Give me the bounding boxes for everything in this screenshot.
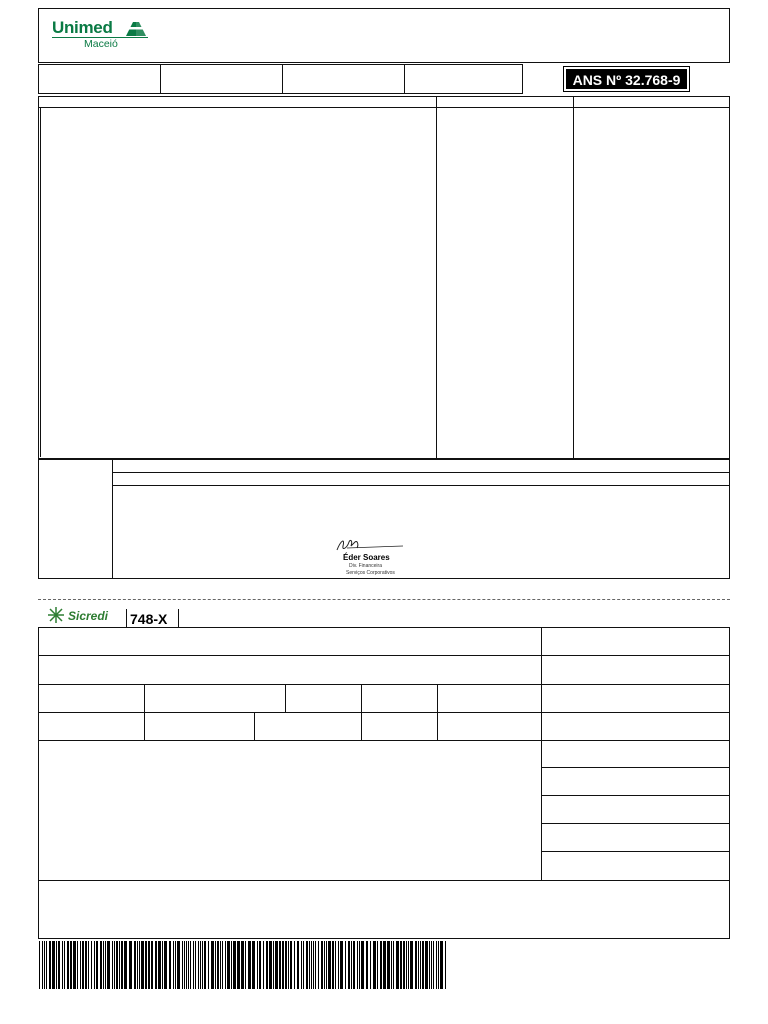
row3-divider-4 (437, 684, 438, 712)
boleto-right-column-divider (541, 627, 542, 880)
brand-city: Maceió (84, 38, 118, 50)
header-field-1 (38, 64, 161, 94)
row4-divider-2 (254, 712, 255, 740)
boleto-row-line-1 (38, 655, 730, 656)
message-line-2 (112, 485, 730, 486)
right-column-line-4 (541, 851, 730, 852)
signature-name: Éder Soares (343, 553, 390, 562)
bank-name: Sicredi (68, 609, 109, 623)
cut-line (38, 599, 730, 600)
row3-divider-3 (361, 684, 362, 712)
row4-divider-3 (361, 712, 362, 740)
header-field-4 (404, 64, 523, 94)
bank-code-divider-right (178, 609, 179, 627)
boleto-row-line-3 (38, 712, 730, 713)
statement-left-inner-line (40, 107, 41, 457)
statement-table (38, 96, 730, 460)
statement-header-line (38, 107, 730, 108)
header-field-2 (160, 64, 283, 94)
right-column-line-2 (541, 795, 730, 796)
brand-name: Unimed (52, 18, 113, 37)
bank-code-divider-left (126, 609, 127, 627)
row3-divider-1 (144, 684, 145, 712)
message-line-1 (112, 472, 730, 473)
barcode (38, 941, 450, 989)
header-field-3 (282, 64, 405, 94)
right-column-line-1 (541, 767, 730, 768)
row4-divider-1 (144, 712, 145, 740)
unimed-logo-icon (124, 20, 148, 38)
right-column-line-3 (541, 823, 730, 824)
row4-divider-4 (437, 712, 438, 740)
signature-department: Serviços Corporativos (346, 570, 395, 576)
statement-col-divider-1 (436, 96, 437, 460)
row3-divider-2 (285, 684, 286, 712)
payer-section-line (38, 880, 730, 881)
ans-registration-badge: ANS Nº 32.768-9 (565, 68, 688, 90)
signature-role: Div. Financeira (349, 563, 382, 569)
signature-scribble (333, 536, 405, 554)
boleto-box (38, 627, 730, 939)
statement-col-divider-2 (573, 96, 574, 460)
boleto-row-line-4 (38, 740, 730, 741)
boleto-row-line-2 (38, 684, 730, 685)
bank-code: 748-X (130, 611, 168, 627)
sicredi-logo-icon (44, 604, 120, 626)
message-left-divider (112, 458, 113, 579)
